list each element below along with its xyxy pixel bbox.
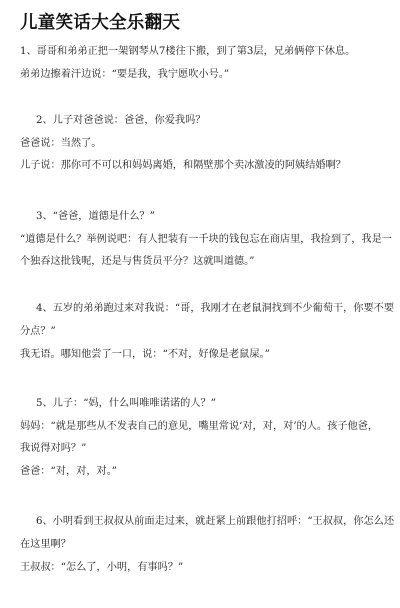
joke-2-line-3: 儿子说：那你可不可以和妈妈离婚，和隔壁那个卖冰激凌的阿姨结婚啊？ <box>20 160 346 171</box>
joke-5-line-3: 我说得对吗？” <box>20 443 87 454</box>
joke-5-line-4: 爸爸：“对，对，对。” <box>20 466 118 477</box>
joke-3-line-2: “道德是什么？举例说吧：有人把装有一千块的钱包忘在商店里，我捡到了，我是一 <box>20 234 392 245</box>
joke-4-line-1: 4、五岁的弟弟跑过来对我说：“哥，我刚才在老鼠洞找到不少葡萄干，你要不要 <box>36 303 395 314</box>
joke-4-line-3: 我无语。哪知他尝了一口，说：“不对，好像是老鼠屎。” <box>20 349 270 360</box>
joke-1-line-1: 1、哥哥和弟弟正把一架钢琴从7楼往下搬，到了第3层，兄弟俩停下休息。 <box>20 46 356 57</box>
joke-5-line-1: 5、儿子：“妈，什么叫唯唯诺诺的人？” <box>36 398 216 409</box>
joke-3-line-3: 个独吞这批钱呢，还是与售货员平分？这就叫道德。” <box>20 256 255 267</box>
joke-3-line-1: 3、“爸爸，道德是什么？” <box>36 211 155 222</box>
joke-6-line-1: 6、小明看到王叔叔从前面走过来，就赶紧上前跟他打招呼：“王叔叔，你怎么还 <box>36 516 395 527</box>
joke-6-line-3: 王叔叔：“怎么了，小明，有事吗？” <box>20 562 184 573</box>
joke-2-line-2: 爸爸说：当然了。 <box>20 138 102 149</box>
joke-5-line-2: 妈妈：“就是那些从不发表自己的意见，嘴里常说‘对，对，对’的人。孩子他爸， <box>20 421 379 432</box>
joke-1-line-2: 弟弟边擦着汗边说：“要是我，我宁愿吹小号。” <box>20 69 230 80</box>
joke-4-line-2: 分点？” <box>20 326 56 337</box>
page-title: 儿童笑话大全乐翻天 <box>20 13 181 33</box>
joke-2-line-1: 2、儿子对爸爸说：爸爸，你爱我吗？ <box>36 115 206 126</box>
joke-6-line-2: 在这里啊？ <box>20 539 71 550</box>
